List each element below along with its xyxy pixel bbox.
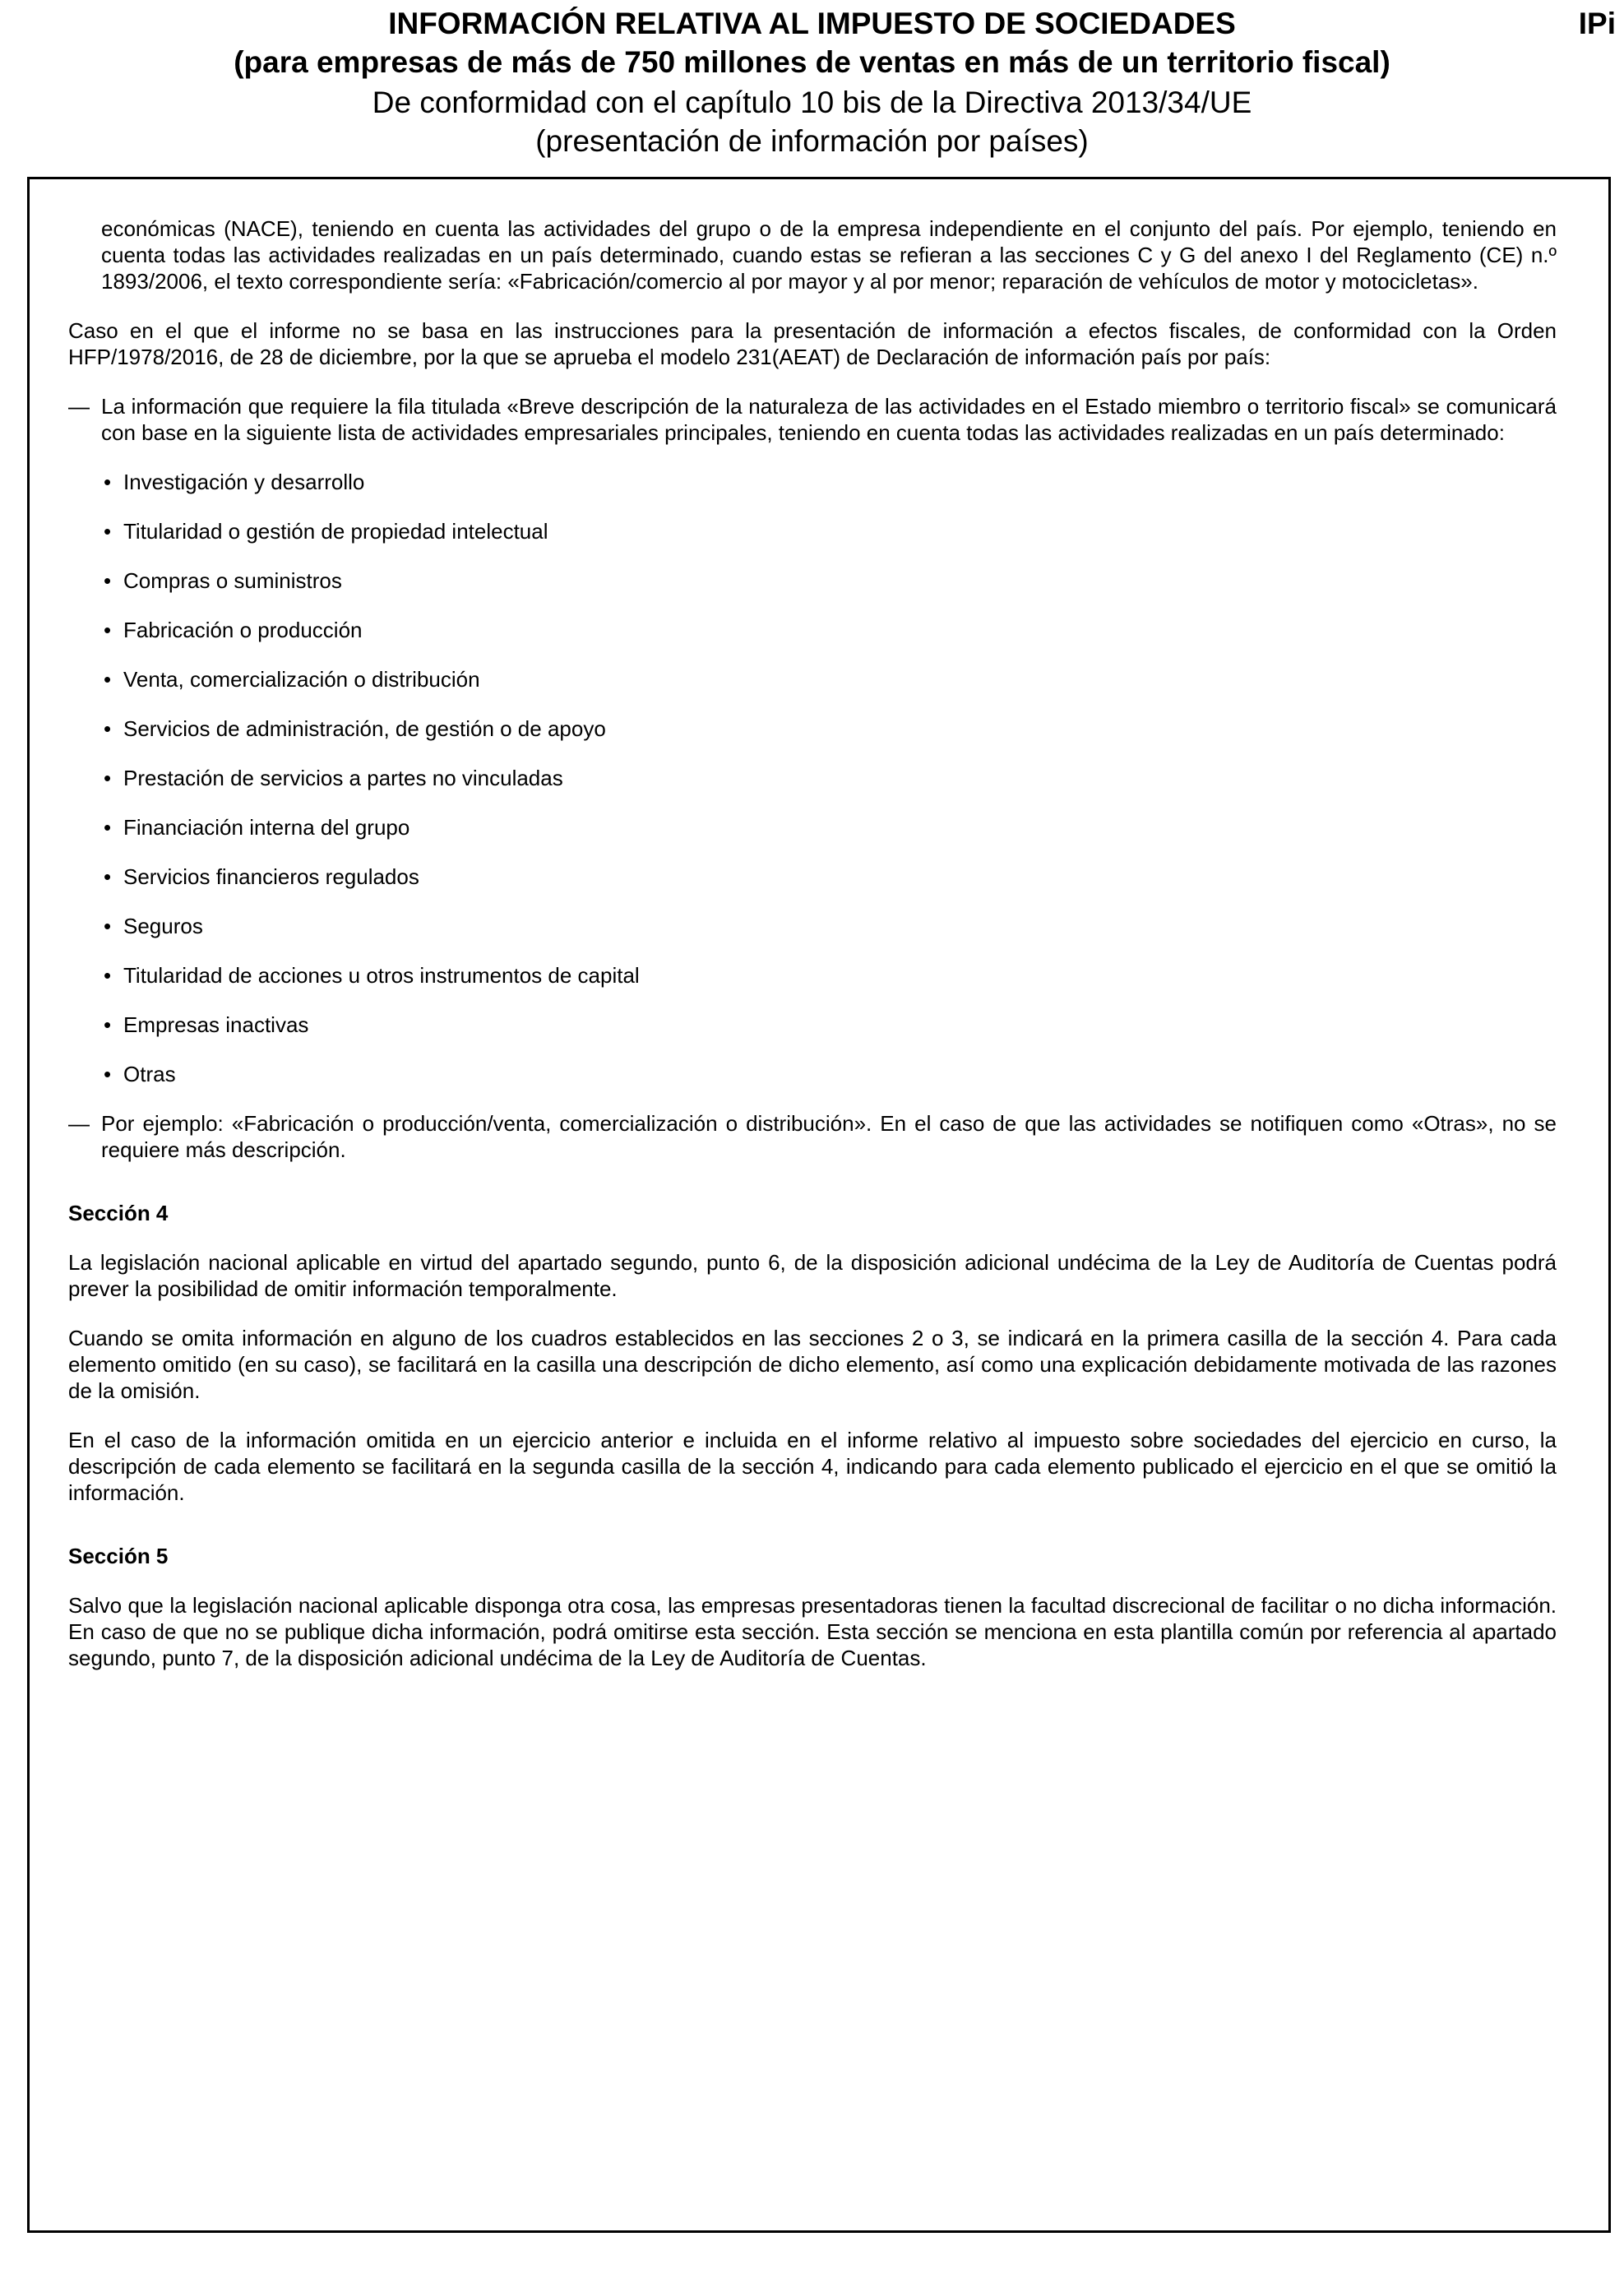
header-title: INFORMACIÓN RELATIVA AL IMPUESTO DE SOCIEDADES xyxy=(388,7,1236,40)
section-4-paragraph-1: La legislación nacional aplicable en virtud del apartado segundo, punto 6, de la disposición adicional undécima de la Ley de Auditoría de Cuentas podrá prever la posibilidad de omitir información temporalmente. xyxy=(68,1250,1557,1301)
list-item-label: Servicios de administración, de gestión o de apoyo xyxy=(123,716,606,741)
section-4-paragraph-3: En el caso de la información omitida en un ejercicio anterior e incluida en el informe relativo al impuesto sobre sociedades del ejercicio en curso, la descripción de cada elemento se facilitará en la segunda casilla de la sección 4, indicando para cada elemento publicado el ejercicio en el que se omitió la información. xyxy=(68,1428,1557,1505)
page-header xyxy=(0,0,1624,164)
list-item xyxy=(68,814,1557,840)
bullet-mark: • xyxy=(104,568,112,593)
list-item-label: Financiación interna del grupo xyxy=(123,815,410,840)
section-4-paragraph-2: Cuando se omita información en alguno de los cuadros establecidos en las secciones 2 o 3, se indicará en la primera casilla de la sección 4. Para cada elemento omitido (en su caso), se facilitará en la casilla una descripción de dicho elemento, así como una explicación debidamente motivada de las razones de la omisión. xyxy=(68,1326,1557,1403)
header-directive: De conformidad con el capítulo 10 bis de la Directiva 2013/34/UE xyxy=(372,86,1252,119)
list-item-label: Seguros xyxy=(123,914,203,938)
bullet-mark: • xyxy=(104,766,112,790)
bullet-mark: • xyxy=(104,519,112,544)
header-subtitle: (para empresas de más de 750 millones de ventas en más de un territorio fiscal) xyxy=(234,45,1390,79)
dash-mark: — xyxy=(68,1111,90,1136)
document-body xyxy=(68,215,1557,1694)
list-item-label: Titularidad o gestión de propiedad intelectual xyxy=(123,519,548,544)
paragraph-nace: económicas (NACE), teniendo en cuenta las actividades del grupo o de la empresa independiente en el conjunto del país. Por ejemplo, teniendo en cuenta todas las actividades realizadas en un país determinado, cuando estas se refieran a las secciones C y G del anexo I del Reglamento (CE) n.º 1893/2006, el texto correspondiente sería: «Fabricación/comercio al por mayor y al por menor; reparación de vehículos de motor y motocicletas». xyxy=(101,216,1557,294)
bullet-mark: • xyxy=(104,618,112,642)
activity-list xyxy=(68,469,1557,1087)
list-item xyxy=(68,765,1557,791)
bullet-mark: • xyxy=(104,963,112,988)
list-item-label: Empresas inactivas xyxy=(123,1012,309,1037)
dash-text: Por ejemplo: «Fabricación o producción/venta, comercialización o distribución». En el caso de que las actividades se notifiquen como «Otras», no se requiere más descripción. xyxy=(101,1111,1557,1162)
list-item xyxy=(68,567,1557,594)
bullet-mark: • xyxy=(104,864,112,889)
list-item-label: Otras xyxy=(123,1062,176,1086)
header-note: (presentación de información por países) xyxy=(535,124,1089,158)
dash-text: La información que requiere la fila titulada «Breve descripción de la naturaleza de las actividades en el Estado miembro o territorio fiscal» se comunicará con base en la siguiente lista de actividades empresariales principales, teniendo en cuenta todas las actividades realizadas en un país determinado: xyxy=(101,394,1557,445)
paragraph-case: Caso en el que el informe no se basa en las instrucciones para la presentación de información a efectos fiscales, de conformidad con la Orden HFP/1978/2016, de 28 de diciembre, por la que se aprueba el modelo 231(AEAT) de Declaración de información país por país: xyxy=(68,318,1557,369)
section-4-title: Sección 4 xyxy=(68,1201,169,1225)
list-item xyxy=(68,913,1557,939)
dash-mark: — xyxy=(68,394,90,419)
bullet-mark: • xyxy=(104,716,112,741)
dash-item-example xyxy=(68,1110,1557,1163)
list-item-label: Servicios financieros regulados xyxy=(123,864,419,889)
list-item-label: Venta, comercialización o distribución xyxy=(123,667,480,692)
list-item-label: Prestación de servicios a partes no vinculadas xyxy=(123,766,563,790)
dash-item-description xyxy=(68,393,1557,446)
bullet-mark: • xyxy=(104,667,112,692)
list-item-label: Fabricación o producción xyxy=(123,618,363,642)
bullet-mark: • xyxy=(104,1062,112,1086)
bullet-mark: • xyxy=(104,470,112,494)
bullet-mark: • xyxy=(104,815,112,840)
section-5-paragraph-1: Salvo que la legislación nacional aplicable disponga otra cosa, las empresas presentadoras tienen la facultad discrecional de facilitar o no dicha información. En caso de que no se publique dicha información, podrá omitirse esta sección. Esta sección se menciona en esta plantilla común por referencia al apartado segundo, punto 7, de la disposición adicional undécima de la Ley de Auditoría de Cuentas. xyxy=(68,1593,1557,1670)
bullet-mark: • xyxy=(104,914,112,938)
list-item xyxy=(68,864,1557,890)
list-item-label: Compras o suministros xyxy=(123,568,342,593)
list-item xyxy=(68,469,1557,495)
list-item xyxy=(68,715,1557,742)
list-item xyxy=(68,1061,1557,1087)
list-item xyxy=(68,666,1557,692)
list-item xyxy=(68,962,1557,989)
list-item-label: Investigación y desarrollo xyxy=(123,470,365,494)
section-5-title: Sección 5 xyxy=(68,1544,169,1568)
list-item-label: Titularidad de acciones u otros instrumentos de capital xyxy=(123,963,640,988)
list-item xyxy=(68,617,1557,643)
list-item xyxy=(68,1012,1557,1038)
form-code: IPi xyxy=(1578,7,1616,40)
bullet-mark: • xyxy=(104,1012,112,1037)
list-item xyxy=(68,518,1557,544)
